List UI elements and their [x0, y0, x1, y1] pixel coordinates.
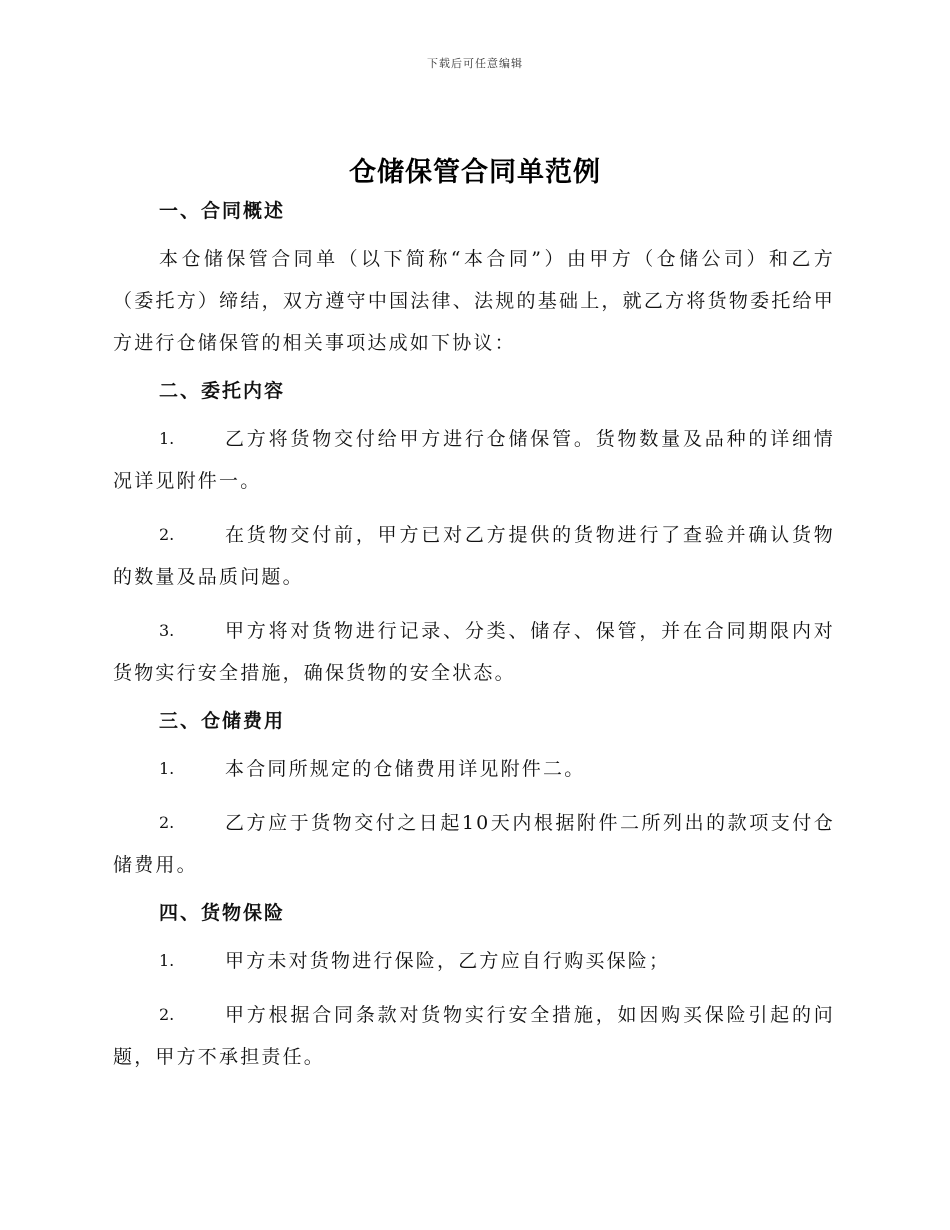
header-note: 下载后可任意编辑 [427, 57, 523, 70]
item-text: 本合同所规定的仓储费用详见附件二。 [225, 758, 586, 780]
item-text: 乙方将货物交付给甲方进行仓储保管。货物数量及品种的详细情况详见附件一。 [113, 428, 835, 492]
item-number: 2. [159, 525, 175, 544]
overview-paragraph: 本仓储保管合同单（以下简称“本合同”）由甲方（仓储公司）和乙方（委托方）缔结，双方遵守中国法律、法规的基础上，就乙方将货物委托给甲方进行仓储保管的相关事项达成如下协议： [113, 248, 835, 354]
item-number: 2. [159, 813, 175, 832]
item-text: 乙方应于货物交付之日起10天内根据附件二所列出的款项支付仓储费用。 [113, 812, 835, 876]
document-title: 仓储保管合同单范例 [349, 157, 601, 188]
document-body [113, 196, 835, 1078]
list-item [113, 994, 835, 1078]
list-item [113, 748, 835, 790]
list-item [113, 514, 835, 598]
item-number: 1. [159, 759, 175, 778]
item-text: 甲方将对货物进行记录、分类、储存、保管，并在合同期限内对货物实行安全措施，确保货物的安全状态。 [113, 620, 835, 684]
list-item [113, 610, 835, 694]
section-heading-insurance: 四、货物保险 [159, 902, 286, 924]
list-item [113, 802, 835, 886]
section-heading-fees: 三、仓储费用 [159, 710, 286, 732]
item-text: 甲方未对货物进行保险，乙方应自行购买保险； [225, 950, 671, 972]
item-text: 甲方根据合同条款对货物实行安全措施，如因购买保险引起的问题，甲方不承担责任。 [113, 1004, 835, 1068]
item-number: 3. [159, 621, 175, 640]
item-text: 在货物交付前，甲方已对乙方提供的货物进行了查验并确认货物的数量及品质问题。 [113, 524, 835, 588]
section-heading-overview: 一、合同概述 [159, 200, 286, 222]
item-number: 2. [159, 1005, 175, 1024]
section-heading-entrustment: 二、委托内容 [159, 380, 286, 402]
list-item [113, 940, 835, 982]
item-number: 1. [159, 429, 175, 448]
list-item [113, 418, 835, 502]
item-number: 1. [159, 951, 175, 970]
